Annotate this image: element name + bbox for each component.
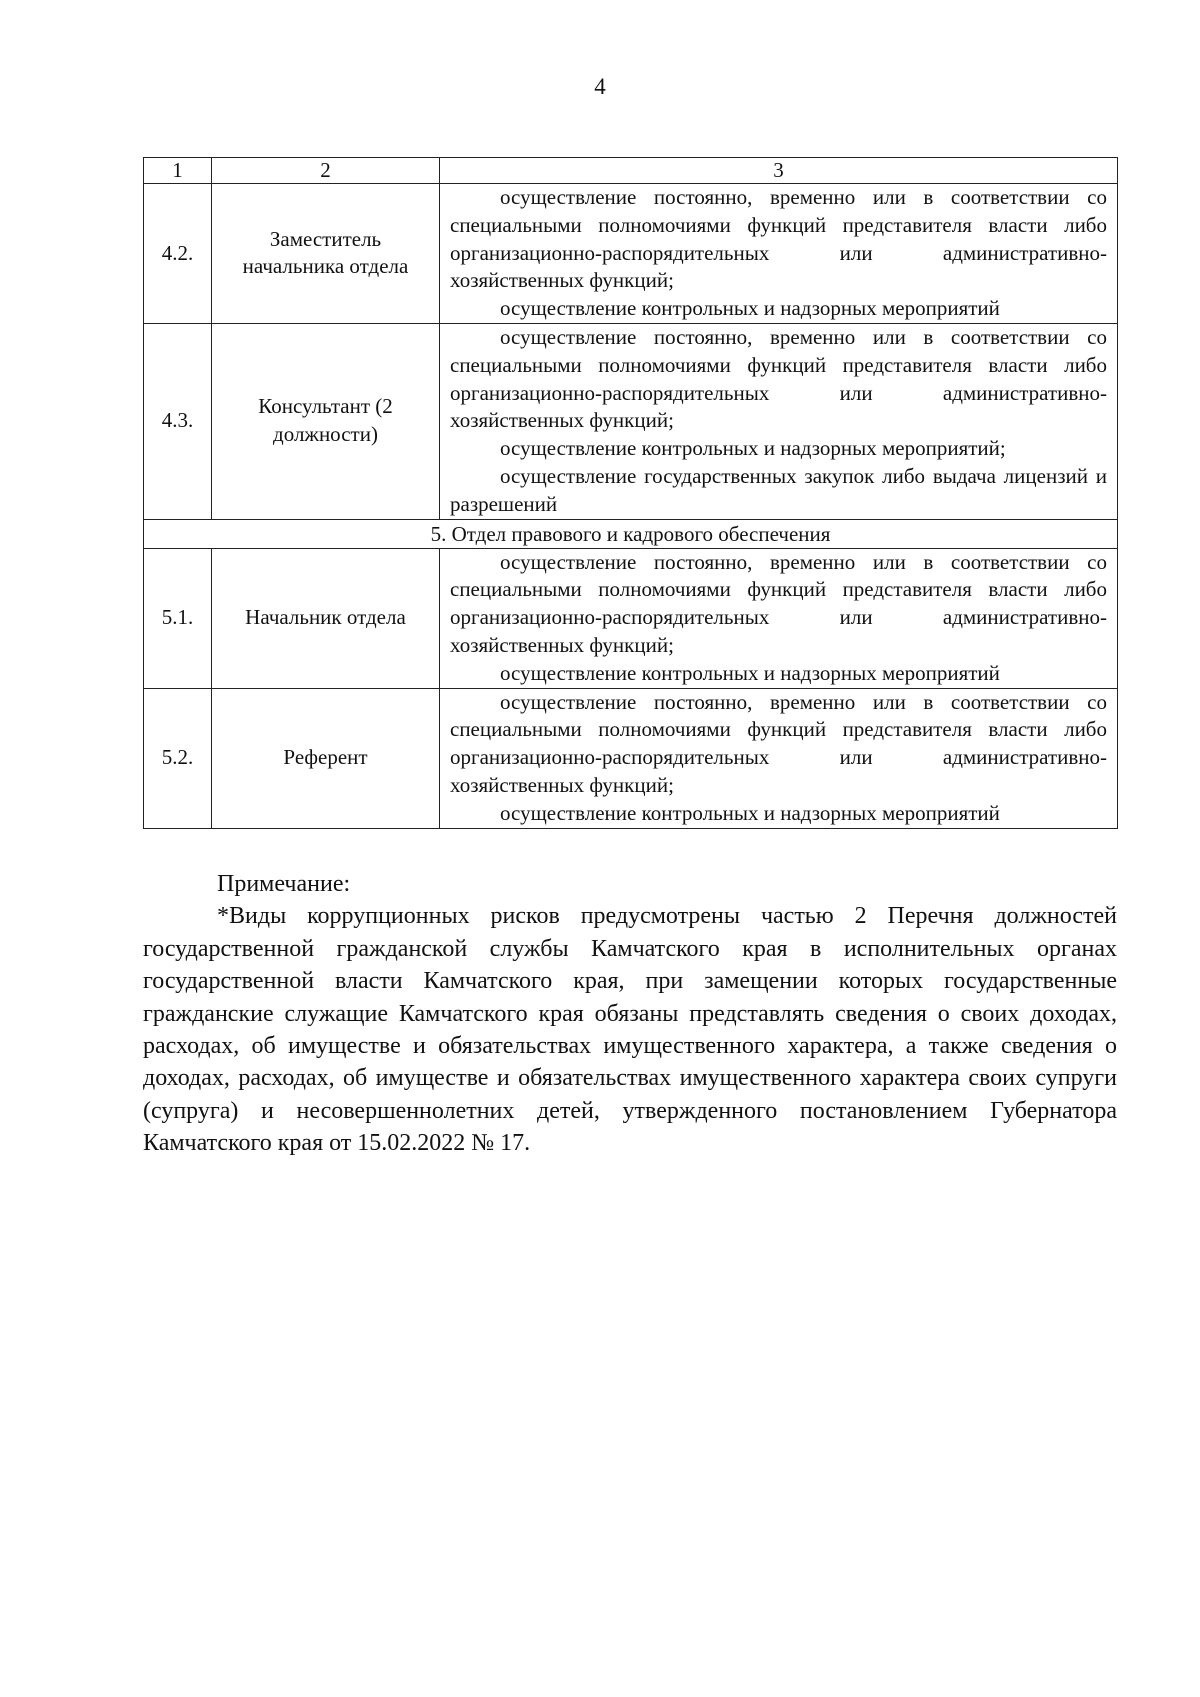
- risk-item: осуществление контрольных и надзорных мероприятий: [500, 296, 1000, 321]
- row-number: 5.2.: [144, 688, 212, 828]
- table-row: [144, 548, 1118, 688]
- table-header-row: [144, 158, 1118, 184]
- note-text: *Виды коррупционных рисков предусмотрены частью 2 Перечня должностей государственной гражданской службы Камчатского края в исполнительных органах государственной власти Камчатского края, при замещении которых государственные гражданские служащие Камчатского края обязаны представлять сведения о своих доходах, расходах, об имуществе и обязательствах имущественного характера, а также сведения о доходах, расходах, об имуществе и обязательствах имущественного характера своих супруги (супруга) и несовершеннолетних детей, утвержденного постановлением Губернатора Камчатского края от 15.02.2022 № 17.: [143, 903, 1117, 1157]
- risk-item: осуществление контрольных и надзорных мероприятий;: [500, 436, 1006, 461]
- table-row: [144, 184, 1118, 324]
- row-number: 4.3.: [144, 323, 212, 519]
- note-section: [143, 868, 1117, 1160]
- note-title: Примечание:: [217, 871, 351, 897]
- risk-item: осуществление контрольных и надзорных мероприятий: [500, 660, 1000, 685]
- table-row: [144, 323, 1118, 519]
- risk-list: [440, 688, 1118, 828]
- position-name: Консультант (2 должности): [212, 323, 440, 519]
- risk-item: осуществление постоянно, временно или в соответствии со специальными полномочиями функций представителя власти либо организационно-распорядительных или административно-хозяйственных функций;: [450, 185, 1107, 293]
- risk-list: [440, 323, 1118, 519]
- column-header-position: 2: [212, 158, 440, 184]
- risk-item: осуществление контрольных и надзорных мероприятий: [500, 800, 1000, 825]
- row-number: 5.1.: [144, 548, 212, 688]
- position-name: Начальник отдела: [212, 548, 440, 688]
- position-name: Референт: [212, 688, 440, 828]
- risk-item: осуществление постоянно, временно или в соответствии со специальными полномочиями функций представителя власти либо организационно-распорядительных или административно-хозяйственных функций;: [450, 324, 1107, 433]
- table-row: [144, 688, 1118, 828]
- risk-item: осуществление постоянно, временно или в соответствии со специальными полномочиями функций представителя власти либо организационно-распорядительных или административно-хозяйственных функций;: [450, 549, 1107, 657]
- column-header-number: 1: [144, 158, 212, 184]
- corruption-risk-table: [143, 157, 1118, 829]
- risk-list: [440, 548, 1118, 688]
- page-number: 4: [594, 74, 606, 99]
- section-title: 5. Отдел правового и кадрового обеспечения: [144, 519, 1118, 548]
- risk-item: осуществление государственных закупок либо выдача лицензий и разрешений: [450, 463, 1107, 516]
- risk-list: [440, 184, 1118, 324]
- section-row: [144, 519, 1118, 548]
- row-number: 4.2.: [144, 184, 212, 324]
- column-header-risks: 3: [440, 158, 1118, 184]
- position-name: Заместитель начальника отдела: [212, 184, 440, 324]
- risk-item: осуществление постоянно, временно или в соответствии со специальными полномочиями функций представителя власти либо организационно-распорядительных или административно-хозяйственных функций;: [450, 689, 1107, 797]
